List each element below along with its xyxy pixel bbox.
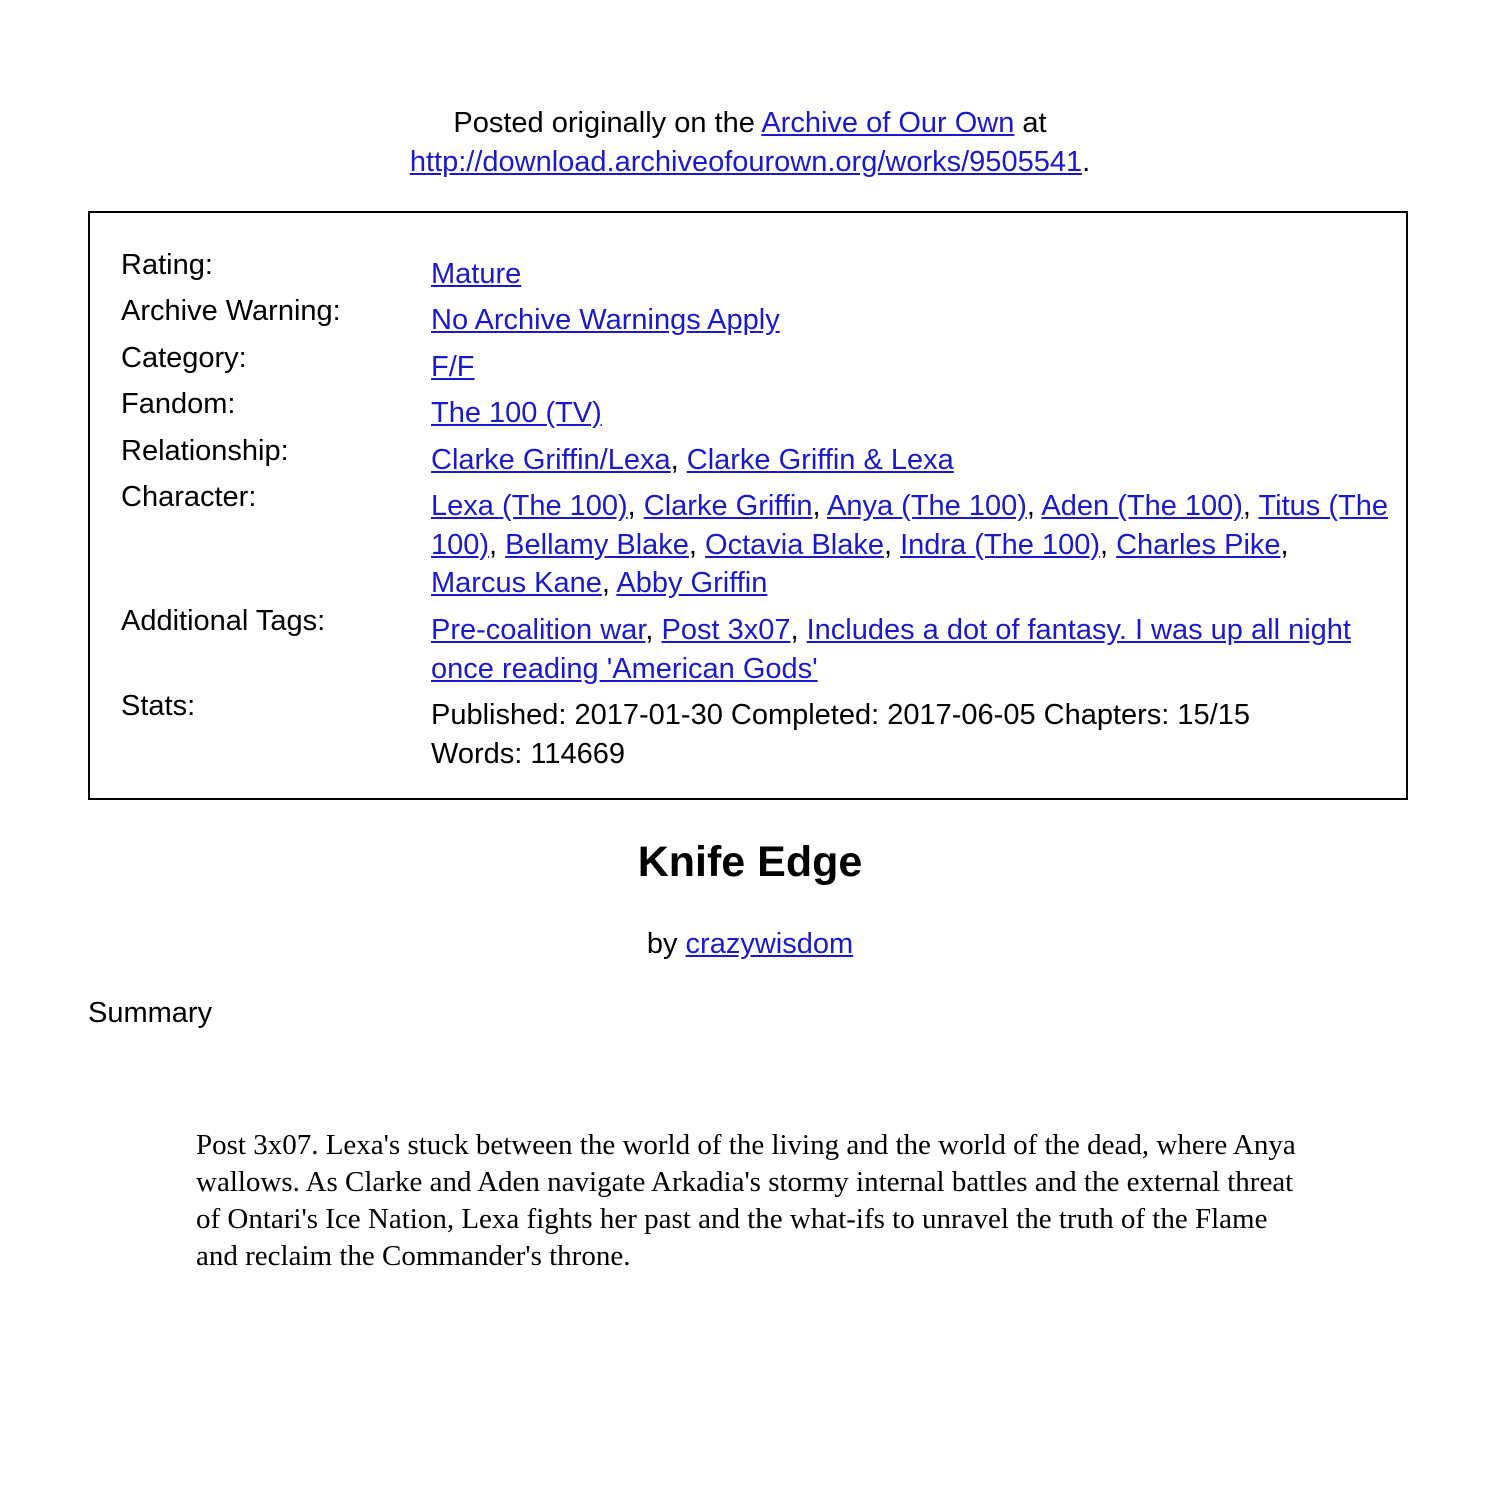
character-link[interactable]: Marcus Kane	[431, 567, 602, 599]
character-link[interactable]: Octavia Blake	[705, 528, 884, 561]
fandom-link[interactable]: The 100 (TV)	[431, 397, 602, 429]
tags-label: Additional Tags:	[121, 605, 326, 637]
byline	[0, 928, 1500, 961]
rating-label: Rating:	[121, 249, 213, 281]
relationship-link[interactable]: Clarke Griffin/Lexa	[431, 444, 671, 476]
tag-link[interactable]: Post 3x07	[661, 614, 791, 646]
rating-link[interactable]: Mature	[431, 258, 522, 290]
character-link[interactable]: Abby Griffin	[616, 567, 768, 599]
character-label: Character:	[121, 481, 257, 513]
warning-label: Archive Warning:	[121, 295, 341, 327]
author-link[interactable]: crazywisdom	[685, 928, 854, 960]
character-link[interactable]: Aden (The 100)	[1041, 490, 1243, 522]
work-title: Knife Edge	[637, 838, 863, 886]
fandom-label: Fandom:	[121, 388, 236, 420]
posted-originally-header	[0, 104, 1500, 182]
header-prefix: Posted originally on the	[453, 107, 762, 139]
byline-prefix: by	[646, 928, 686, 960]
character-link[interactable]: Charles Pike	[1116, 528, 1281, 561]
relationship-link[interactable]: Clarke Griffin & Lexa	[686, 444, 954, 476]
character-link[interactable]: Clarke Griffin	[643, 490, 813, 522]
tag-link[interactable]: Includes a dot of fantasy. I was up all night once reading 'American Gods'	[431, 614, 1351, 685]
tag-link[interactable]: Pre-coalition war	[431, 614, 646, 646]
stats-label: Stats:	[121, 690, 196, 722]
category-label: Category:	[121, 342, 247, 374]
character-link[interactable]: Titus (The 100)	[431, 490, 1388, 561]
work-url-link[interactable]: http://download.archiveofourown.org/works/9505541	[409, 146, 1083, 178]
header-mid: at	[1014, 107, 1047, 139]
stats-line-2: Words: 114669	[431, 737, 625, 770]
stats-line-1: Published: 2017-01-30 Completed: 2017-06-05 Chapters: 15/15	[431, 699, 1250, 731]
character-link[interactable]: Anya (The 100)	[827, 490, 1027, 522]
character-link[interactable]: Indra (The 100)	[900, 528, 1100, 561]
summary-text: Post 3x07. Lexa's stuck between the world of the living and the world of the dead, where Anya wallows. As Clarke and Aden navigate Arkadia's stormy internal battles and the external threat of Ontari's Ice Nation, Lexa fights her past and the what-ifs to unravel the truth of the Flame and reclaim the Commander's throne.	[196, 1129, 1296, 1272]
warning-link[interactable]: No Archive Warnings Apply	[431, 304, 780, 336]
header-suffix: .	[1082, 146, 1091, 178]
summary-heading: Summary	[88, 997, 213, 1029]
category-link[interactable]: F/F	[431, 351, 475, 383]
relationship-label: Relationship:	[121, 435, 289, 467]
archive-link[interactable]: Archive of Our Own	[761, 107, 1015, 139]
character-link[interactable]: Bellamy Blake	[505, 528, 689, 561]
work-metadata-box: Rating: Mature Archive Warning: No Archive Warnings Apply Category: F/F Fandom: The 100 (TV) Relationship: Clarke Griffin/Lexa, Clarke Griffin & Lexa Character: Lexa (The 100), Clarke Griffin, Anya (The 100), Aden (The 100), Titus (The 100), Bellamy Blake, Octavia Blake, Indra (The 100), Charles Pike, Marcus Kane, Abby Griffin Additional Tags: Pre-coalition war, Post 3x07, Includes a dot of fantasy. I was up all night once reading 'American Gods' Stats: Published: 2017-01-30 Completed: 2017-06-05 Chapters: 15/15 Words: 114669	[88, 211, 1408, 800]
character-link[interactable]: Lexa (The 100)	[431, 490, 628, 522]
